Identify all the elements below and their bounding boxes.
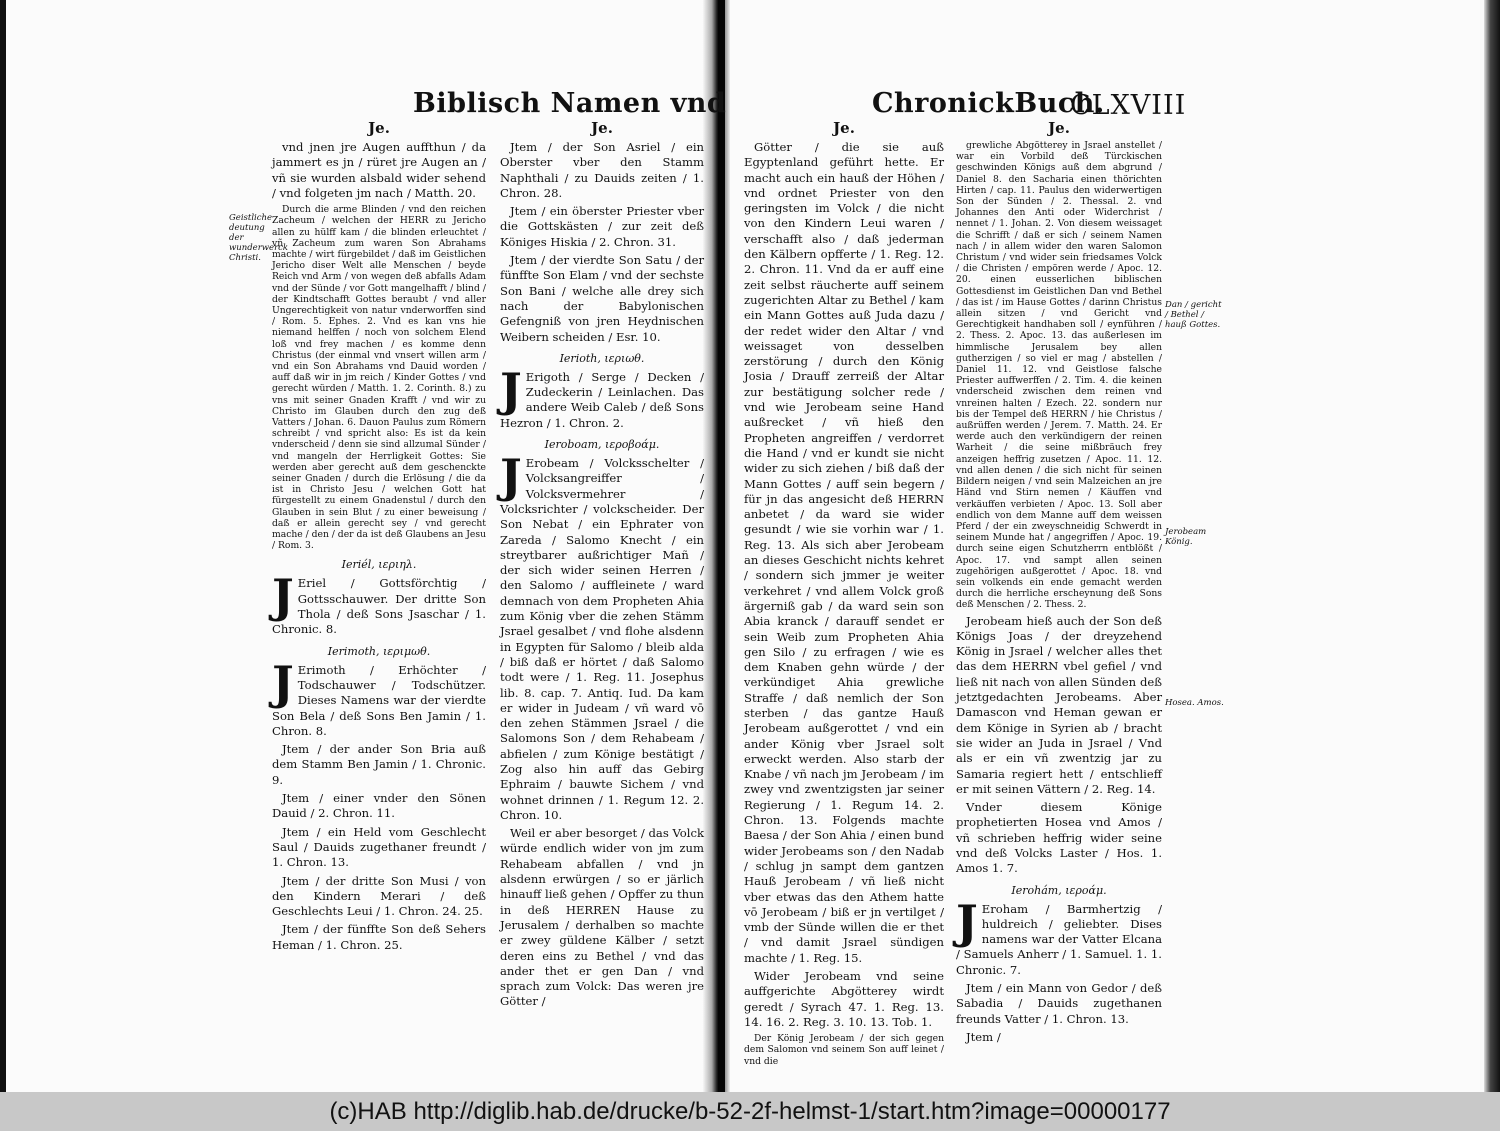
text-column-3 [744, 118, 944, 1067]
book-gutter [702, 0, 730, 1092]
entry-text: Erimoth / Erhöchter / Todschauwer / Todschützer. Dieses Namens war der vierdte Son Bela / deß Sons Ben Jamin / 1. Chron. 8. [272, 662, 486, 738]
paragraph-small: grewliche Abgötterey in Jsrael anstellet / war ein Vorbild deß Türckischen geschwinden Königs auß dem abgrund / Daniel 8. den Sacharia einen thörichten Hirten / cap. 11. Paulus den widerwertigen Son der Sünden / 2. Thessal. 2. vnd Johannes den Anti oder Widerchrist / nennet / 1. Johan. 2. Von diesem weissaget die Schrifft / daß er sich / seinem Namen nach / in allem wider den waren Salomon Christum / vnd wider sein friedsames Volck / die Christen / empören werde / Apoc. 12. 20. einen eusserlichen biblischen Gottesdienst im Geistlichen Dan vnd Bethel / das ist / im Hause Gottes / darinn Christus allein sitzen / vnd Gericht vnd Gerechtigkeit handhaben soll / eynführen / 2. Thess. 2. Apoc. 13. das außerlesen im himmlische Jerusalem bey allen gutherzigen / so viel er mag / abstellen / Daniel 11. 12. vnd Geistlose falsche Priester auffwerffen / 2. Tim. 4. die keinen vnderscheid zwischen dem reinen vnd vnreinen halten / Ezech. 22. sondern nur bis der Tempel deß HERRN / hie Christus / außrüffen werden / Jerem. 7. Matth. 24. Er werde auch den verkündigern der reinen Warheit / die seine mißbräuch frey anzeigen heffrig zusetzen / Apoc. 11. 12. vnd allen denen / die sich nicht für seinen Bildern neigen / vnd sein Malzeichen an jre Händ vnd Stirn nemen / Käuffen vnd verkäuffen verbieten / Apoc. 13. Soll aber endlich von dem Manne auff dem weissen Pferd / der ein zweyschneidig Schwerdt in seinem Munde hat / angegriffen / Apoc. 19. durch seine eigen Schutzherrn entblößt / Apoc. 17. vnd sampt allen seinen zugehörigen außgerottet / Apoc. 18. vnd sein volkends ein ende gemacht werden durch die herrliche erscheynung deß Sons deß Menschen / 2. Thess. 2. [956, 140, 1162, 611]
column-head: Je. [833, 119, 855, 137]
paragraph: Jtem / der vierdte Son Satu / der fünffte Son Elam / vnd der sechste Son Bani / welche alle drey sich nach der Babylonischen Gefengniß von jren Heydnischen Weibern scheiden / Esr. 10. [500, 253, 704, 344]
entry-paragraph [956, 894, 1162, 978]
column-head: Je. [368, 119, 390, 137]
initial-letter: J [272, 655, 294, 710]
gutter-shadow [718, 0, 725, 1092]
entry-text: Erobeam / Volcksschelter / Volcksangreiffer / Volcksvermehrer / Volcksrichter / volckscheider. Der Son Nebat / ein Ephrater von Zareda / Salomo Knecht / ein streytbarer außrichtiger Mañ / der sich wider seinen Herren / den Salomo / auffleinete / ward demnach von dem Propheten Ahia zum König vber die zehen Stämm Jsrael gesalbet / vnd flohe alsdenn in Egypten für Salomo / bleib alda / biß daß er hörtet / daß Salomo todt were / 1. Reg. 11. Josephus lib. 8. cap. 7. Antiq. Iud. Da kam er wider in Judeam / vñ ward vō den zehen Stämmen Jsrael / die Salomons Son / dem Rehabeam / abfielen / zum Könige bestätigt / Zog also hin auff das Gebirg Ephraim / bauwte Sichem / vnd wohnet drinnen / 1. Regum 12. 2. Chron. 10. [500, 456, 704, 822]
initial-letter: J [272, 569, 294, 624]
margin-note-2: Dan / gericht / Bethel / hauß Gottes. [1165, 300, 1222, 330]
column-head: Je. [1048, 119, 1070, 137]
paragraph: Jtem / der dritte Son Musi / von den Kindern Merari / deß Geschlechts Leui / 1. Chron. 24. 25. [272, 873, 486, 919]
credit-text[interactable]: (c)HAB http://diglib.hab.de/drucke/b-52-2f-helmst-1/start.htm?image=00000177 [329, 1097, 1171, 1125]
page-edge-left [0, 0, 6, 1092]
initial-letter: J [956, 894, 978, 949]
paragraph: Jtem / der ander Son Bria auß dem Stamm Ben Jamin / 1. Chronic. 9. [272, 742, 486, 787]
margin-note-4: Hosea. Amos. [1165, 698, 1224, 708]
entry-paragraph [500, 449, 704, 823]
column-head: Je. [591, 119, 613, 137]
entry-text: Eriel / Gottsförchtig / Gottsschauwer. Der dritte Son Thola / deß Sons Jsaschar / 1. Chronic. 8. [272, 576, 486, 637]
paragraph: Vnder diesem Könige prophetierten Hosea vnd Amos / vñ schrieben heffrig wider seine vnd deß Volcks Laster / Hos. 1. Amos 1. 7. [956, 800, 1162, 876]
paragraph: Jtem / ein Mann von Gedor / deß Sabadia / Dauids zugethanen freunds Vatter / 1. Chron. 13. [956, 981, 1162, 1026]
entry-name: Ierioth, ιεριωθ. [559, 351, 645, 365]
text-column-1 [272, 118, 486, 952]
entry-paragraph [272, 569, 486, 637]
paragraph: Jtem / der fünffte Son deß Sehers Heman / 1. Chron. 25. [272, 922, 486, 952]
margin-note-1: Geistliche deutung der wunderwerck Christi. [229, 213, 289, 263]
paragraph: Jtem / ein öberster Priester vber die Gottskästen / zur zeit deß Königes Hiskia / 2. Chron. 31. [500, 204, 704, 249]
paragraph: Jtem / der Son Asriel / ein Oberster vber den Stamm Naphthali / zu Dauids zeiten / 1. Chron. 28. [500, 140, 704, 200]
paragraph-small: Der König Jerobeam / der sich gegen dem Salomon vnd seinem Son auff leinet / vnd die [744, 1033, 944, 1067]
entry-text: Eroham / Barmhertzig / huldreich / geliebter. Dises namens war der Vatter Elcana / Samuels Anherr / 1. Samuel. 1. 1. Chronic. 7. [956, 901, 1162, 977]
entry-paragraph [500, 362, 704, 431]
entry-name: Ieriél, ιεριηλ. [341, 558, 417, 572]
paragraph: Jtem / [966, 1029, 1001, 1044]
right-running-head: ChronickBuch. [872, 88, 1105, 119]
paragraph-small: Durch die arme Blinden / vnd den reichen Zacheum / welchen der HERR zu Jericho allen zu hülff kam / die blinden erleuchtet / vñ Zacheum zum waren Son Abrahams machte / wirt fürgebildet / daß im Geistlichen Jericho diser Welt alle Menschen / beyde Reich vnd Arm / von wegen deß abfalls Adam vnd der Sünde / vor Gott mangelhafft / blind / der Kindtschafft Gottes beraubt / vnd aller Ungerechtigkeit von natur vnderworffen sind / Rom. 5. Ephes. 2. Vnd es kan vns hie niemand helffen / noch von solchem Elend loß vnd frey machen / es komme denn Christus (der einmal vnd vnsert willen arm / vnd ein Son Abrahams vnd Dauid worden / auff daß wir in jm reich / Kinder Gottes / vnd gerecht würden / Matth. 1. 2. Corinth. 8.) zu vns mit seiner Gnaden Krafft / vnd wir zu Christo im Glauben durch den zug deß Vatters / Johan. 6. Dauon Paulus zum Römern schreibt / vnd spricht also: Es ist da kein vnderscheid / denn sie sind allzumal Sünder / vnd mangeln der Herrligkeit Gottes: Sie werden aber gerecht auß dem geschenckte seiner Gnaden / durch die Erlösung / die da ist in Christo Jesu / welchen Gott hat fürgestellt zu einem Gnadenstul / durch den Glauben in sein Blut / zu einer beweisung / daß er allein gerecht sey / vnd gerecht mache / den / der da ist deß Glaubens an Jesu / Rom. 3. [272, 204, 486, 552]
page-edge-right [1484, 0, 1500, 1092]
paragraph: Jtem / ein Held vom Geschlecht Saul / Dauids zugethaner freundt / 1. Chron. 13. [272, 824, 486, 870]
paragraph: Wider Jerobeam vnd seine auffgerichte Abgötterey wirdt geredt / Syrach 47. 1. Reg. 13. 14. 16. 2. Reg. 3. 10. 13. Tob. 1. [744, 969, 944, 1029]
entry-name: Ierohám, ιεροάμ. [1011, 883, 1107, 897]
folio-number: CLXVIII [1070, 90, 1187, 121]
initial-letter: J [500, 449, 522, 504]
paragraph: Götter / die sie auß Egyptenland geführt hette. Er macht auch ein hauß der Höhen / vnd ordnet Priester von den geringsten im Volck / die nicht von den Kindern Leui waren / verschafft also / daß jederman den Kälbern opfferte / 1. Reg. 12. 2. Chron. 11. Vnd da er auff eine zeit selbst räucherte auff seinem zugerichten Altar zu Bethel / kam ein Mann Gottes auß Juda dazu / der redet wider den Altar / vnd weissaget von desselben zerstörung / durch den König Josia / Drauff zerreiß der Altar zur bestätigung solcher rede / vnd wie Jerobeam seine Hand außrecket / vñ hieß den Propheten angreiffen / verdorret die Hand / vnd er kundt sie nicht wider zu sich ziehen / biß daß der Mann Gottes / auff sein begern / für jn das angesicht deß HERRN anbetet / da ward sie wider gesundt / wie sie vorhin war / 1. Reg. 13. Als sich aber Jerobeam an dieses Geschicht nichts kehret / sondern sich jmmer je weiter verkehret / vnd allem Volck groß ärgerniß gab / da ward sein son Abia kranck / darauff sendet er sein Weib zum Propheten Ahia gen Silo / zu erfragen / wie es dem Knaben gehn würde / der verkündiget Ahia grewliche Straffe / daß nemlich der Son sterben / das gantze Hauß Jerobeam außgerottet / vnd ein ander König vber Jsrael solt erweckt werden. Also starb der Knabe / vñ nach jm Jerobeam / im zwey vnd zwentzigsten jar seiner Regierung / 1. Regum 14. 2. Chron. 13. Folgends machte Baesa / der Son Ahia / einen bund wider Jerobeams son / den Nadab / schlug jn sampt dem gantzen Hauß Jerobeam / vñ ließ nicht vber etwas das den Athem hatte vō Jerobeam / biß er jn vertilget / vmb der Sünde willen die er thet / vnd damit Jsrael sündigen machte / 1. Reg. 15. [744, 140, 944, 965]
entry-name: Ierimoth, ιεριμωθ. [327, 644, 431, 658]
initial-letter: J [500, 362, 522, 417]
entry-name: Ieroboam, ιεροβοάμ. [544, 438, 660, 452]
credit-footer [0, 1092, 1500, 1131]
paragraph: Jtem / einer vnder den Sönen Dauid / 2. Chron. 11. [272, 791, 486, 821]
text-column-4 [956, 118, 1162, 1044]
paragraph: Jerobeam hieß auch der Son deß Königs Joas / der dreyzehend König in Jsrael / welcher alles thet das dem HERRN vbel gefiel / vnd ließ nit nach von allen Sünden deß jetztgedachten Jerobeams. Aber Damascon vnd Heman gewan er dem Könige in Syrien ab / bracht sie wider an Juda in Jsrael / Vnd als er ein vñ zwentzig jar zu Samaria regiert hett / entschlieff er mit seinen Vättern / 2. Reg. 14. [956, 613, 1162, 796]
paragraph: Weil er aber besorget / das Volck würde endlich wider von jm zum Rehabeam abfallen / vnd jn alsdenn erwürgen / so er järlich hinauff ließ gehen / Opffer zu thun in deß HERREN Hause zu Jerusalem / derhalben so machte er zwey güldene Kälber / setzt deren eins zu Bethel / vnd das ander thet er gen Dan / vnd sprach zum Volck: Das weren jre Götter / [500, 826, 704, 1009]
entry-paragraph [272, 655, 486, 739]
left-running-head: Biblisch Namen vnd [413, 88, 727, 119]
paragraph: vnd jnen jre Augen auffthun / da jammert es jn / rüret jre Augen an / vñ sie wurden alsbald wider sehend / vnd folgeten jm nach / Matth. 20. [272, 140, 486, 200]
margin-note-3: Jerobeam König. [1165, 527, 1207, 547]
entry-text: Erigoth / Serge / Decken / Zudeckerin / Leinlachen. Das andere Weib Caleb / deß Sons Hezron / 1. Chron. 2. [500, 369, 704, 430]
text-column-2 [500, 118, 704, 1009]
